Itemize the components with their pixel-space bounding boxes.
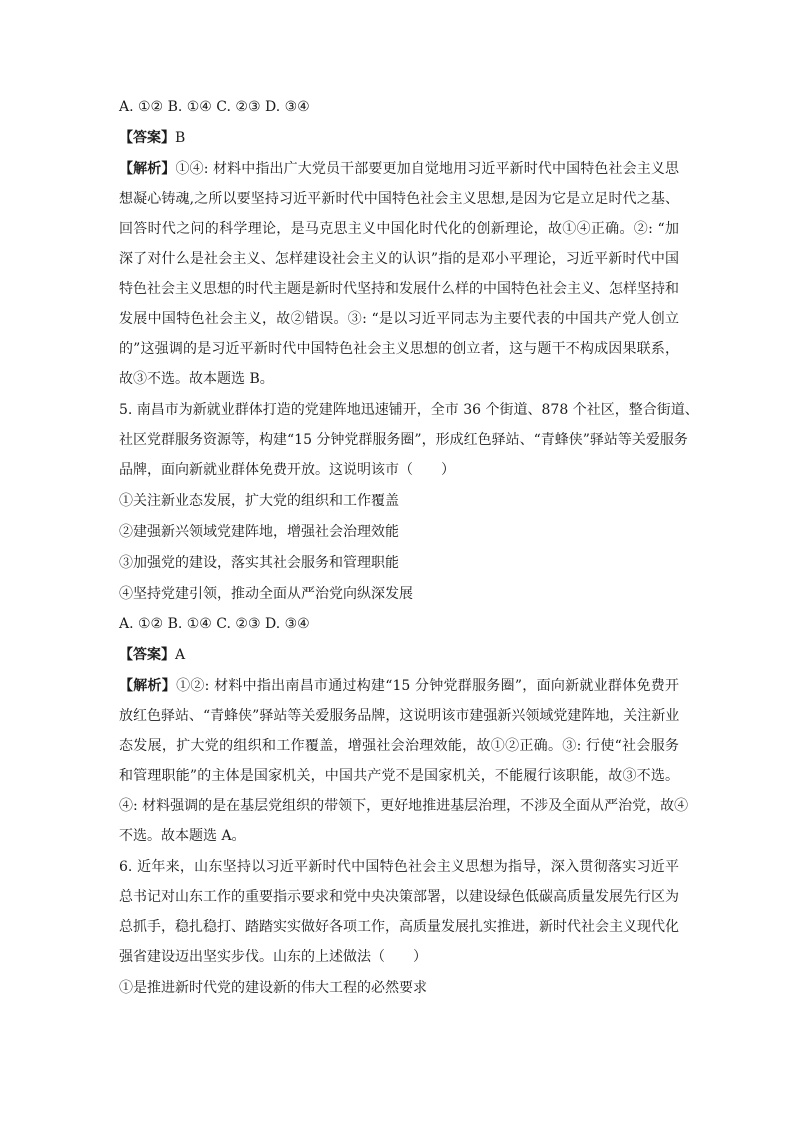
question-stem-line: 6. 近年来，山东坚持以习近平新时代中国特色社会主义思想为指导，深入贯彻落实习近平 [119,859,679,875]
question-6 [119,857,679,998]
question-stem-line: 总书记对山东工作的重要指示要求和党中央决策部署，以建设绿色低碳高质量发展先行区为 [119,889,679,905]
question-stem-line: 总抓手，稳扎稳打、踏踏实实做好各项工作，高质量发展扎实推进，新时代社会主义现代化 [119,919,679,935]
analysis-label: 【解析】 [119,161,176,177]
analysis-line: 和管理职能”的主体是国家机关，中国共产党不是国家机关，不能履行该职能，故③不选。 [119,768,679,784]
prev-question-options: A. ①② B. ①④ C. ②③ D. ③④ [119,99,310,115]
analysis-line: 回答时代之问的科学理论，是马克思主义中国化时代化的创新理论，故①④正确。②: “加 [119,221,679,237]
answer-label: 【答案】 [119,647,175,663]
question-stem-line: 强省建设迈出坚实步伐。山东的上述做法（ ） [119,949,427,965]
analysis-line: 想凝心铸魂,之所以要坚持习近平新时代中国特色社会主义思想,是因为它是立足时代之基、 [119,191,679,207]
choice-3: ③加强党的建设，落实其社会服务和管理职能 [119,555,399,571]
answer-value: B [175,130,186,146]
analysis-line: 深了对什么是社会主义、怎样建设社会主义的认识”指的是邓小平理论，习近平新时代中国 [119,251,679,267]
q5-answer [119,645,679,665]
analysis-line: 【解析】①④: 材料中指出广大党员干部要更加自觉地用习近平新时代中国特色社会主义思 [119,161,679,177]
analysis-line: 态发展，扩大党的组织和工作覆盖，增强社会治理效能，故①②正确。③: 行使“社会服务 [119,738,679,754]
analysis-line: 发展中国特色社会主义，故②错误。③: “是以习近平同志为主要代表的中国共产党人创立 [119,311,679,327]
question-stem-line: 品牌，面向新就业群体免费开放。这说明该市（ ） [119,462,455,478]
analysis-line: 放红色驿站、“青蜂侠”驿站等关爱服务品牌，这说明该市建强新兴领域党建阵地，关注新业 [119,708,680,724]
choice-4: ④坚持党建引领，推动全面从严治党向纵深发展 [119,586,413,602]
analysis-line: 特色社会主义思想的时代主题是新时代坚持和发展什么样的中国特色社会主义、怎样坚持和 [119,281,679,297]
answer-label: 【答案】 [119,130,175,146]
choice-1: ①是推进新时代党的建设新的伟大工程的必然要求 [119,980,427,996]
analysis-label: 【解析】 [119,678,177,694]
question-5-options: A. ①② B. ①④ C. ②③ D. ③④ [119,616,310,632]
question-stem-line: 社区党群服务资源等，构建“15 分钟党群服务圈”，形成红色驿站、“青蜂侠”驿站等关爱服务 [119,432,688,448]
question-stem-line: 5. 南昌市为新就业群体打造的党建阵地迅速铺开，全市 36 个街道、878 个社区，整合街道、 [119,402,699,418]
prev-analysis [119,159,679,389]
choice-1: ①关注新业态发展，扩大党的组织和工作覆盖 [119,493,399,509]
document-page [119,97,699,998]
analysis-line: 故③不选。故本题选 B。 [119,371,274,387]
analysis-line: 【解析】①②: 材料中指出南昌市通过构建“15 分钟党群服务圈”，面向新就业群体免费开 [119,678,680,694]
answer-value: A [175,647,186,663]
prev-answer [119,128,679,148]
analysis-line: 不选。故本题选 A。 [119,828,246,844]
analysis-line: ④: 材料强调的是在基层党组织的带领下，更好地推进基层治理，不涉及全面从严治党，故④ [119,798,689,814]
choice-2: ②建强新兴领域党建阵地，增强社会治理效能 [119,524,399,540]
question-5 [119,400,699,846]
analysis-line: 的”这强调的是习近平新时代中国特色社会主义思想的创立者，这与题干不构成因果联系， [119,341,679,357]
